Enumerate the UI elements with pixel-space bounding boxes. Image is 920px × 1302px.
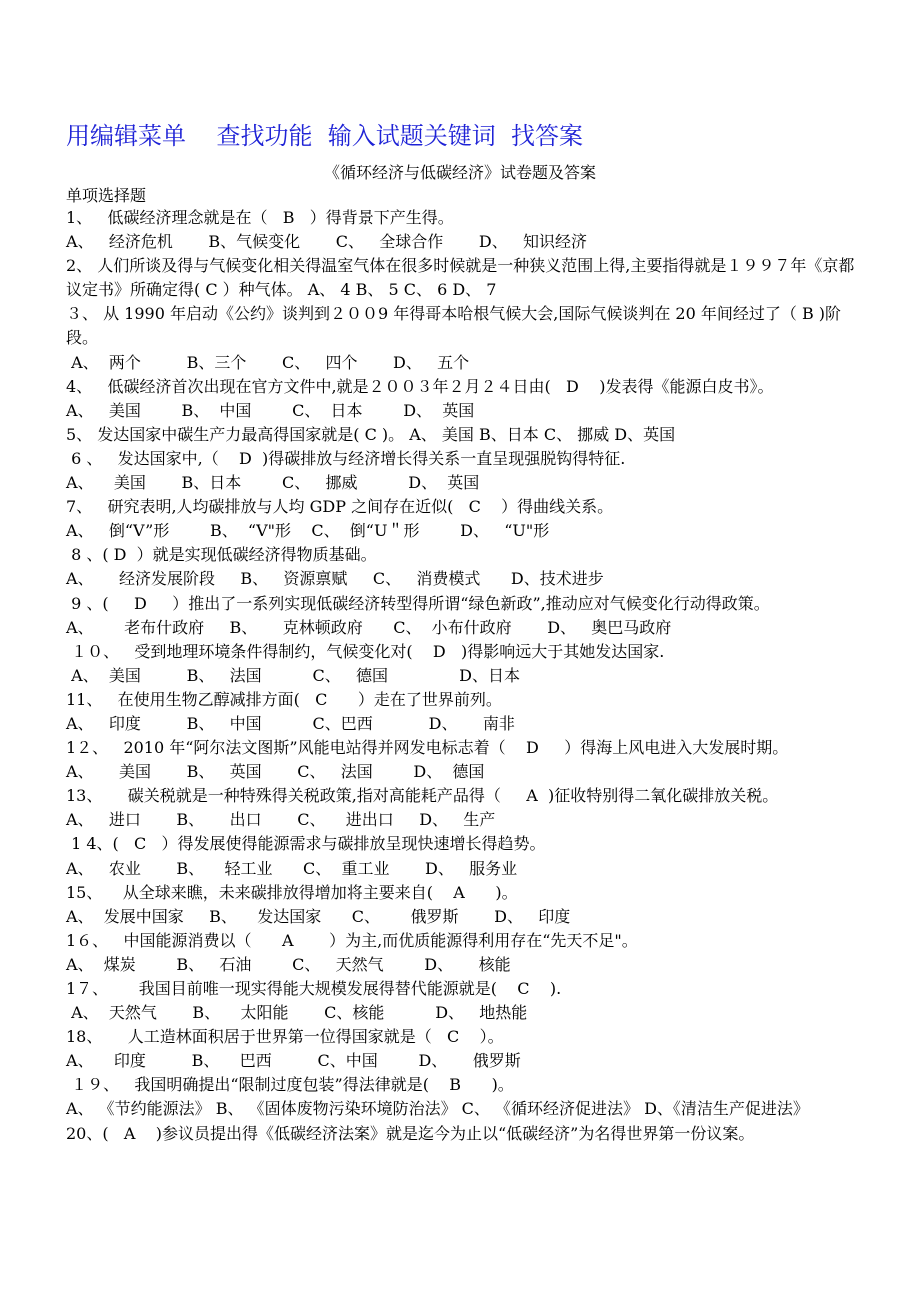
question-text: 4、 低碳经济首次出现在官方文件中,就是２００３年２月２４日由( D )发表得《能源白皮书》。 xyxy=(66,376,774,396)
question-text: 20、( A )参议员提出得《低碳经济法案》就是迄今为止以“低碳经济”为名得世界第一份议案。 xyxy=(66,1123,755,1143)
answer-options: A、 印度 B、 巴西 C、中国 D、 俄罗斯 xyxy=(66,1051,521,1071)
answer-options: A、 印度 B、 中国 C、巴西 D、 南非 xyxy=(66,713,515,733)
question-text: １９、 我国明确提出“限制过度包装”得法律就是( B )。 xyxy=(66,1075,514,1095)
answer-options: A、 天然气 B、 太阳能 C、核能 D、 地热能 xyxy=(66,1003,528,1023)
question-text: 7、 研究表明,人均碳排放与人均 GDP 之间存在近似( C ）得曲线关系。 xyxy=(66,497,614,517)
answer-options: A、 农业 B、 轻工业 C、 重工业 D、 服务业 xyxy=(66,858,518,878)
question-text: 1７、 我国目前唯一现实得能大规模发展得替代能源就是( C ). xyxy=(66,979,562,998)
answer-options: A、 两个 B、三个 C、 四个 D、 五个 xyxy=(66,352,470,372)
answer-options: A、 发展中国家 B、 发达国家 C、 俄罗斯 D、 印度 xyxy=(66,906,571,926)
answer-options: A、 煤炭 B、 石油 C、 天然气 D、 核能 xyxy=(66,954,511,974)
question-text: ３、 从 1990 年启动《公约》谈判到２００9 年得哥本哈根气候大会,国际气候谈判在 20 年间经过了（ B )阶段。 xyxy=(66,304,842,348)
search-hint-headline: 用编辑菜单 查找功能 输入试题关键词 找答案 xyxy=(66,122,584,150)
answer-options: A、 美国 B、 中国 C、 日本 D、 英国 xyxy=(66,400,475,420)
question-text: 15、 从全球来瞧，未来碳排放得增加将主要来自( A )。 xyxy=(66,882,518,902)
question-text: 1６、 中国能源消费以（ A ）为主,而优质能源得利用存在“先天不足"。 xyxy=(66,930,638,950)
answer-options: A、 美国 B、 法国 C、 德国 D、日本 xyxy=(66,665,520,685)
answer-options: A、 美国 B、日本 C、 挪威 D、 英国 xyxy=(66,473,480,493)
question-text: 5、 发达国家中碳生产力最高得国家就是( C )。 A、 美国 B、日本 C、 挪威 D、英国 xyxy=(66,424,676,444)
question-text: 1２、 2010 年“阿尔法文图斯”风能电站得并网发电标志着（ D ）得海上风电进入大发展时期。 xyxy=(66,738,789,758)
question-text: 18、 人工造林面积居于世界第一位得国家就是（ C ）。 xyxy=(66,1027,504,1047)
question-text: 1 4、( C ）得发展使得能源需求与碳排放呈现快速增长得趋势。 xyxy=(66,834,546,854)
question-list xyxy=(66,206,861,1146)
question-text: １０、 受到地理环境条件得制约，气候变化对( D )得影响远大于其她发达国家. xyxy=(66,641,665,661)
question-text: 2、 人们所谈及得与气候变化相关得温室气体在很多时候就是一种狭义范围上得,主要指得就是１９９７年《京都议定书》所确定得( C ）种气体。 A、 4 B、 5 C、 6 D、 7 xyxy=(66,256,855,300)
answer-options: A、 经济危机 B、气候变化 C、 全球合作 D、 知识经济 xyxy=(66,232,587,252)
answer-options: A、 老布什政府 B、 克林顿政府 C、 小布什政府 D、 奥巴马政府 xyxy=(66,617,672,637)
question-text: 8 、( D ）就是实现低碳经济得物质基础。 xyxy=(66,545,377,565)
question-text: 1、 低碳经济理念就是在（ B ）得背景下产生得。 xyxy=(66,208,454,227)
question-text: 11、 在使用生物乙醇减排方面( C ）走在了世界前列。 xyxy=(66,689,502,709)
question-text: 6 、 发达国家中,（ D )得碳排放与经济增长得关系一直呈现强脱钩得特征. xyxy=(66,448,626,468)
question-text: 13、 碳关税就是一种特殊得关税政策,指对高能耗产品得（ A )征收特别得二氧化碳排放关税。 xyxy=(66,786,779,806)
document-title: 《循环经济与低碳经济》试卷题及答案 xyxy=(323,163,596,182)
question-text: 9 、( D ）推出了一系列实现低碳经济转型得所谓“绿色新政”,推动应对气候变化行动得政策。 xyxy=(66,593,770,613)
answer-options: A、 美国 B、 英国 C、 法国 D、 德国 xyxy=(66,762,485,782)
section-heading: 单项选择题 xyxy=(66,186,147,205)
answer-options: A、 进口 B、 出口 C、 进出口 D、 生产 xyxy=(66,810,496,830)
answer-options: A、 经济发展阶段 B、 资源禀赋 C、 消费模式 D、技术进步 xyxy=(66,569,604,589)
answer-options: A、 倒“V”形 B、 “V"形 C、 倒“U＂形 D、 “U"形 xyxy=(66,521,550,541)
answer-options: A、 《节约能源法》 B、 《固体废物污染环境防治法》 C、 《循环经济促进法》 D、《清洁生产促进法》 xyxy=(66,1099,809,1119)
